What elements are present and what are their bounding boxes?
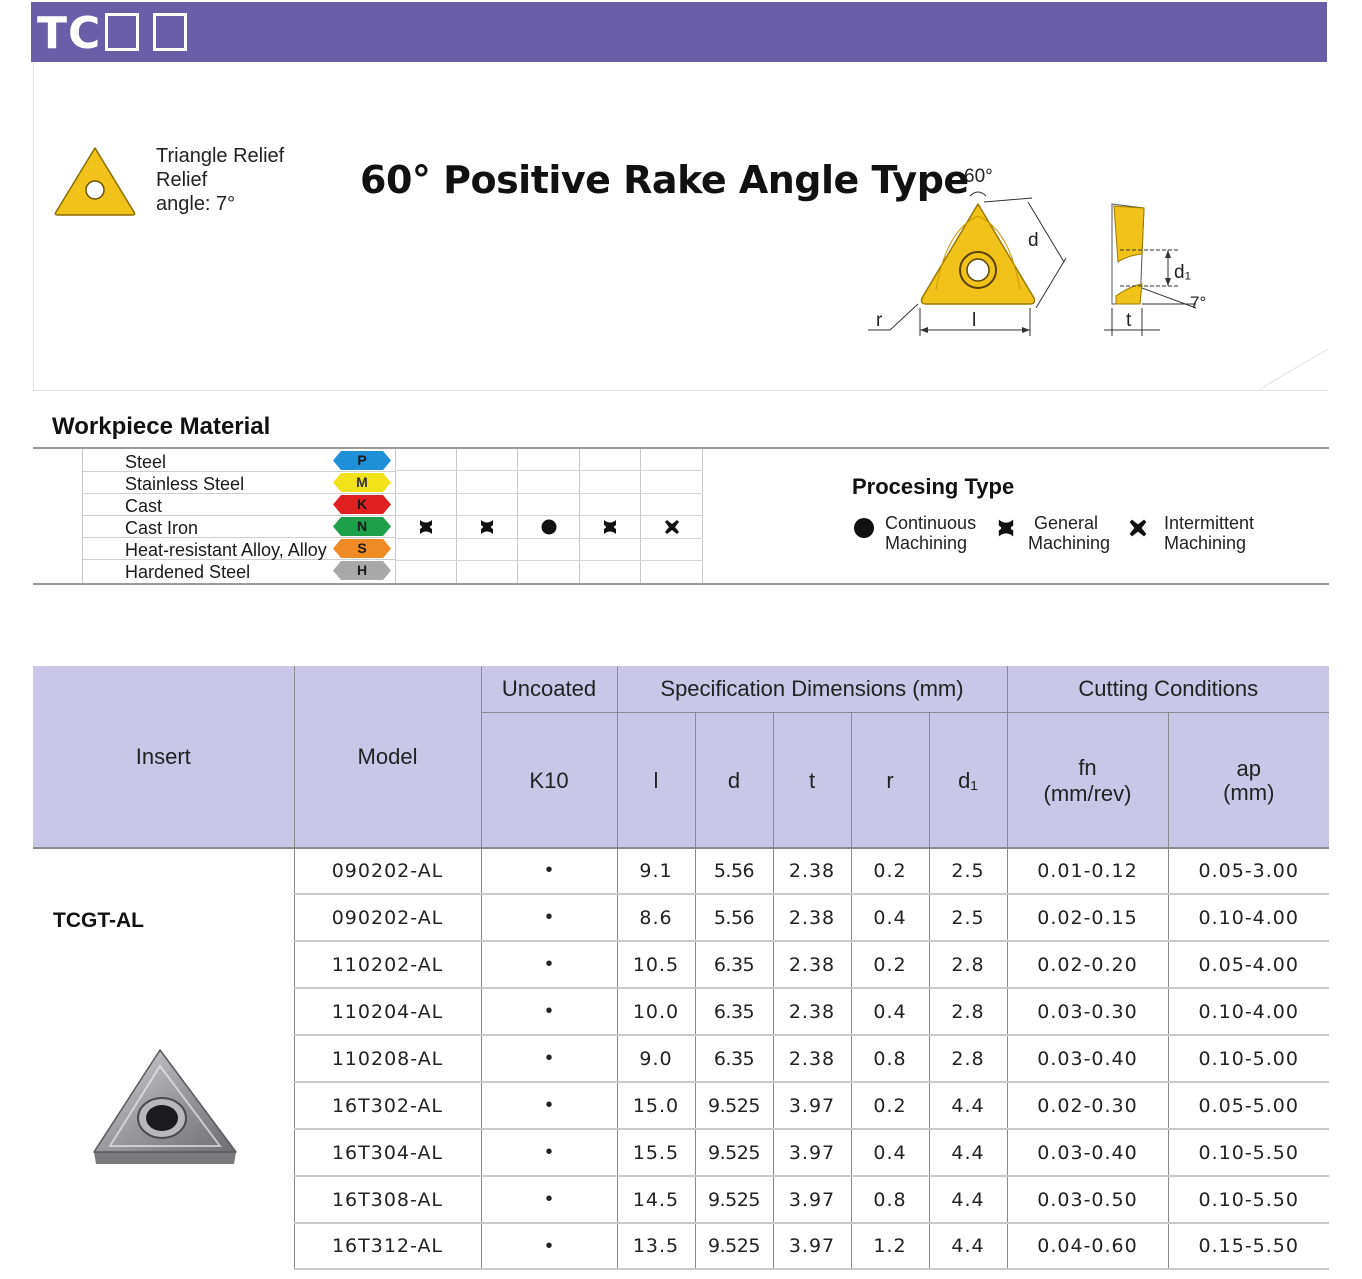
l-cell: 10.5	[617, 941, 695, 988]
col-header-ap	[1168, 713, 1329, 849]
processing-label: Machining	[1028, 533, 1111, 553]
blank-box-icon	[153, 13, 187, 51]
processing-label: Machining	[1164, 533, 1247, 553]
header-band	[31, 2, 1327, 62]
d-cell: 5.56	[695, 894, 773, 941]
l-label: l	[972, 310, 977, 331]
ap-cell: 0.10-5.50	[1168, 1129, 1329, 1176]
material-code: S	[357, 540, 367, 556]
divider	[33, 447, 1329, 449]
panel-corner-icon	[1258, 345, 1330, 393]
model-cell: 16T304-AL	[294, 1129, 481, 1176]
page-title: TC	[37, 8, 102, 59]
col-header-d1: d₁	[929, 713, 1007, 849]
continuous-machining-icon	[852, 516, 876, 540]
t-cell: 3.97	[773, 1176, 851, 1223]
divider	[395, 515, 703, 516]
k10-cell: •	[481, 1035, 617, 1082]
t-cell: 3.97	[773, 1129, 851, 1176]
material-row-heat-resistant	[83, 538, 395, 560]
t-label: t	[1126, 310, 1132, 331]
d1-cell: 4.4	[929, 1129, 1007, 1176]
ap-cell: 0.10-4.00	[1168, 894, 1329, 941]
d1-cell: 2.8	[929, 988, 1007, 1035]
k10-cell: •	[481, 1082, 617, 1129]
divider	[33, 847, 1329, 849]
col-header-model: Model	[294, 666, 481, 848]
material-code: N	[356, 518, 368, 534]
fn-cell: 0.02-0.20	[1007, 941, 1168, 988]
d1-label: d₁	[1174, 262, 1191, 283]
model-cell: 110202-AL	[294, 941, 481, 988]
general-machining-icon	[416, 517, 436, 537]
material-code: M	[356, 474, 368, 490]
l-cell: 14.5	[617, 1176, 695, 1223]
fn-cell: 0.03-0.50	[1007, 1176, 1168, 1223]
ap-cell: 0.05-3.00	[1168, 848, 1329, 894]
d-cell: 9.525	[695, 1223, 773, 1269]
d1-cell: 4.4	[929, 1223, 1007, 1269]
k10-cell: •	[481, 1176, 617, 1223]
material-label: Stainless Steel	[125, 474, 245, 494]
t-cell: 2.38	[773, 941, 851, 988]
l-cell: 15.0	[617, 1082, 695, 1129]
k10-cell: •	[481, 941, 617, 988]
d1-cell: 2.8	[929, 1035, 1007, 1082]
r-cell: 1.2	[851, 1223, 929, 1269]
angle-label: 60°	[964, 166, 993, 187]
r-cell: 0.8	[851, 1176, 929, 1223]
divider	[395, 560, 703, 561]
ap-cell: 0.15-5.50	[1168, 1223, 1329, 1269]
l-cell: 8.6	[617, 894, 695, 941]
continuous-machining-icon	[539, 517, 559, 537]
fn-unit: (mm/rev)	[1043, 780, 1132, 806]
material-label: Steel	[125, 452, 167, 472]
general-machining-icon	[994, 516, 1018, 540]
processing-general	[1028, 513, 1110, 553]
d1-cell: 2.5	[929, 894, 1007, 941]
r-cell: 0.2	[851, 1082, 929, 1129]
fn-cell: 0.02-0.30	[1007, 1082, 1168, 1129]
t-cell: 2.38	[773, 988, 851, 1035]
col-header-cutting: Cutting Conditions	[1007, 666, 1329, 713]
k10-cell: •	[481, 1223, 617, 1269]
relief-description	[156, 144, 284, 216]
r-cell: 0.2	[851, 941, 929, 988]
material-row-hardened	[83, 560, 395, 581]
ap-cell: 0.10-5.50	[1168, 1176, 1329, 1223]
material-row-steel	[83, 450, 395, 472]
t-cell: 3.97	[773, 1223, 851, 1269]
model-cell: 16T302-AL	[294, 1082, 481, 1129]
model-cell: 16T308-AL	[294, 1176, 481, 1223]
fn-cell: 0.03-0.30	[1007, 988, 1168, 1035]
fn-cell: 0.01-0.12	[1007, 848, 1168, 894]
k10-cell: •	[481, 848, 617, 894]
divider	[33, 583, 1329, 585]
model-cell: 110208-AL	[294, 1035, 481, 1082]
d-cell: 9.525	[695, 1176, 773, 1223]
k10-cell: •	[481, 988, 617, 1035]
l-cell: 9.1	[617, 848, 695, 894]
ap-cell: 0.05-4.00	[1168, 941, 1329, 988]
material-code: P	[357, 452, 367, 468]
d-cell: 5.56	[695, 848, 773, 894]
relief-line: angle: 7°	[156, 193, 236, 215]
fn-cell: 0.03-0.40	[1007, 1129, 1168, 1176]
r-cell: 0.4	[851, 894, 929, 941]
spec-table	[33, 666, 1329, 1270]
l-cell: 10.0	[617, 988, 695, 1035]
d-cell: 9.525	[695, 1082, 773, 1129]
material-row-cast-iron	[83, 516, 395, 538]
col-header-r: r	[851, 713, 929, 849]
k10-cell: •	[481, 1129, 617, 1176]
r-cell: 0.8	[851, 1035, 929, 1082]
insert-photo	[90, 1048, 240, 1168]
col-header-fn	[1007, 713, 1168, 849]
intermittent-machining-icon	[662, 517, 682, 537]
processing-label: General	[1034, 513, 1099, 533]
r-cell: 0.2	[851, 848, 929, 894]
processing-type-title: Procesing Type	[852, 474, 1015, 499]
d-label: d	[1028, 230, 1039, 251]
ap-cell: 0.10-4.00	[1168, 988, 1329, 1035]
model-cell: 090202-AL	[294, 848, 481, 894]
insert-dimension-diagram	[860, 158, 1220, 348]
relief-line: Triangle Relief	[156, 145, 285, 167]
table-row	[33, 848, 1329, 894]
ap-cell: 0.05-5.00	[1168, 1082, 1329, 1129]
t-cell: 2.38	[773, 894, 851, 941]
d-cell: 6.35	[695, 941, 773, 988]
model-cell: 090202-AL	[294, 894, 481, 941]
divider	[395, 538, 703, 539]
relief-line: Relief	[156, 169, 208, 191]
general-machining-icon	[600, 517, 620, 537]
material-row-cast	[83, 494, 395, 516]
processing-label: Intermittent	[1164, 513, 1255, 533]
insert-type-title: 60° Positive Rake Angle Type	[360, 158, 969, 202]
triangle-relief-icon	[52, 144, 138, 218]
d-cell: 9.525	[695, 1129, 773, 1176]
d1-cell: 2.5	[929, 848, 1007, 894]
ap-label: ap	[1236, 755, 1261, 781]
processing-intermittent	[1164, 513, 1254, 553]
fn-cell: 0.03-0.40	[1007, 1035, 1168, 1082]
divider	[395, 470, 703, 471]
l-cell: 13.5	[617, 1223, 695, 1269]
material-label: Cast	[125, 496, 163, 516]
blank-box-icon	[105, 13, 139, 51]
fn-cell: 0.04-0.60	[1007, 1223, 1168, 1269]
fn-label: fn	[1078, 754, 1097, 780]
t-cell: 2.38	[773, 848, 851, 894]
l-cell: 15.5	[617, 1129, 695, 1176]
ap-unit: (mm)	[1223, 779, 1275, 805]
col-header-l: l	[617, 713, 695, 849]
intermittent-machining-icon	[1126, 516, 1150, 540]
divider	[395, 493, 703, 494]
material-row-stainless	[83, 472, 395, 494]
workpiece-material-title: Workpiece Material	[52, 413, 271, 440]
col-header-d: d	[695, 713, 773, 849]
r-cell: 0.4	[851, 1129, 929, 1176]
relief-angle-label: 7°	[1190, 293, 1207, 312]
material-code: K	[356, 496, 368, 512]
material-label: Heat-resistant Alloy, Alloy	[125, 540, 327, 560]
model-cell: 16T312-AL	[294, 1223, 481, 1269]
t-cell: 2.38	[773, 1035, 851, 1082]
general-machining-icon	[477, 517, 497, 537]
d-cell: 6.35	[695, 1035, 773, 1082]
material-label: Hardened Steel	[125, 562, 251, 582]
r-cell: 0.4	[851, 988, 929, 1035]
d1-cell: 4.4	[929, 1176, 1007, 1223]
col-header-k10: K10	[481, 713, 617, 849]
col-header-insert: Insert	[33, 666, 294, 848]
fn-cell: 0.02-0.15	[1007, 894, 1168, 941]
processing-label: Machining	[885, 533, 968, 553]
material-label: Cast Iron	[125, 518, 199, 538]
col-header-uncoated: Uncoated	[481, 666, 617, 713]
insert-name: TCGT-AL	[53, 909, 144, 932]
model-cell: 110204-AL	[294, 988, 481, 1035]
t-cell: 3.97	[773, 1082, 851, 1129]
d1-cell: 4.4	[929, 1082, 1007, 1129]
col-header-t: t	[773, 713, 851, 849]
processing-continuous	[885, 513, 976, 553]
d-cell: 6.35	[695, 988, 773, 1035]
ap-cell: 0.10-5.00	[1168, 1035, 1329, 1082]
r-label: r	[876, 310, 883, 331]
col-header-spec: Specification Dimensions (mm)	[617, 666, 1007, 713]
k10-cell: •	[481, 894, 617, 941]
d1-cell: 2.8	[929, 941, 1007, 988]
processing-label: Continuous	[885, 513, 977, 533]
l-cell: 9.0	[617, 1035, 695, 1082]
material-code: H	[356, 562, 368, 578]
